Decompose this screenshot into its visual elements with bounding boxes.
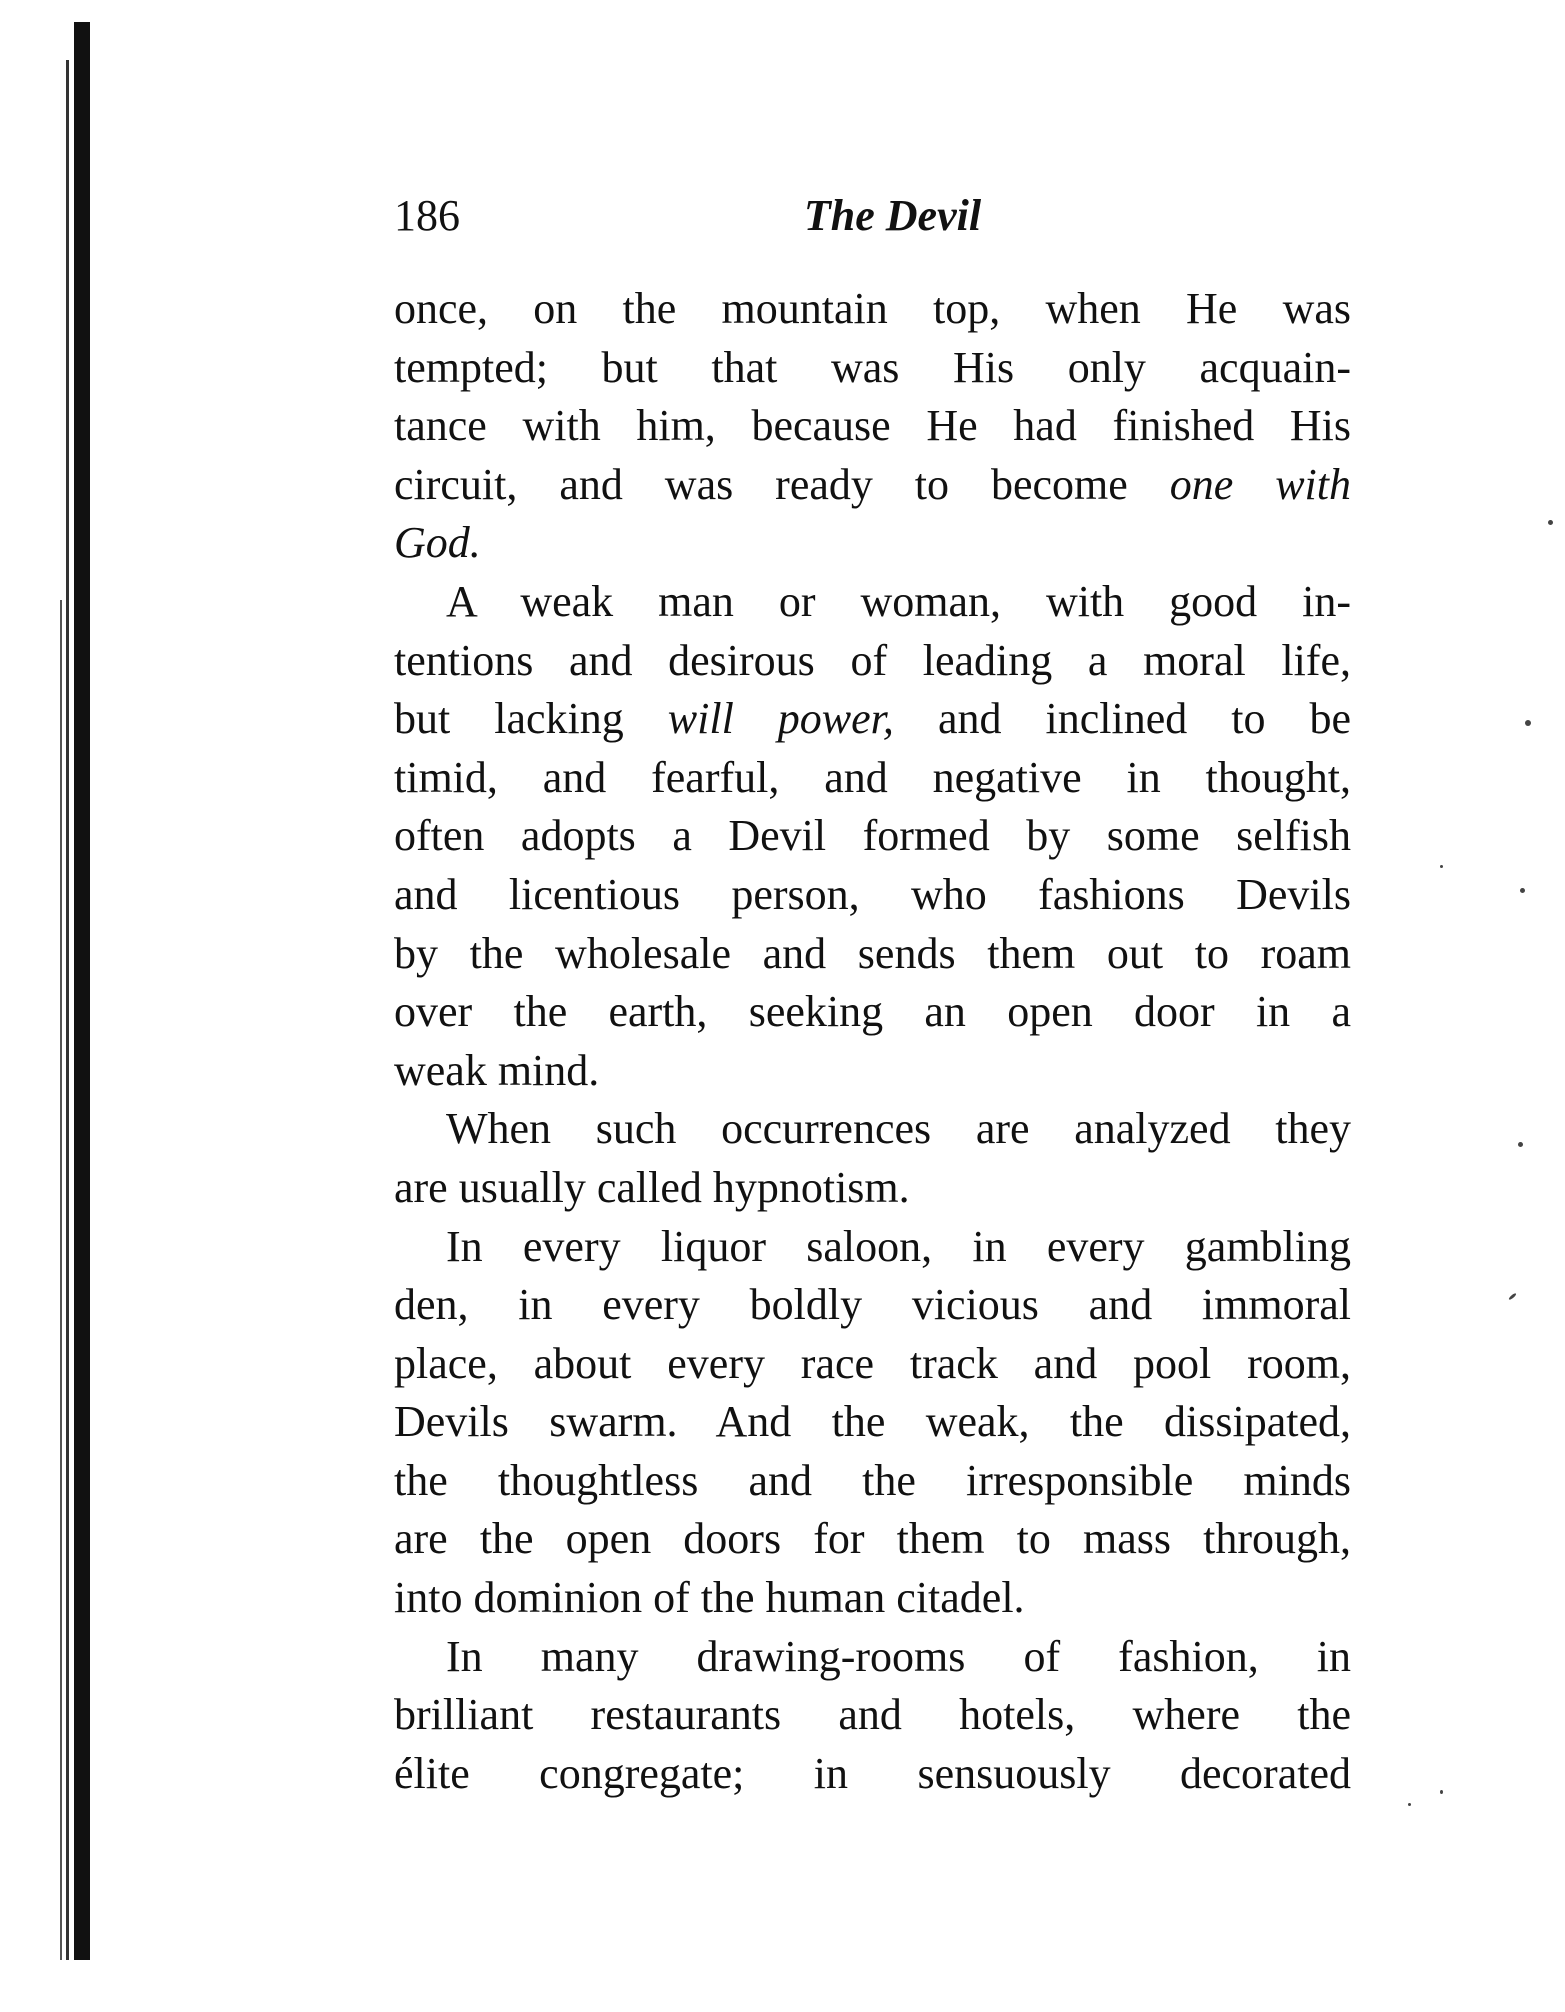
scan-speck <box>1440 865 1443 868</box>
page-header <box>394 190 1351 246</box>
text-segment: tentions and desirous of leading a moral life, <box>394 635 1351 685</box>
text-line <box>394 1628 1351 1687</box>
text-line <box>394 1745 1351 1804</box>
scan-speck <box>1518 1142 1523 1147</box>
italic-text: one with <box>1169 459 1352 509</box>
text-segment: and inclined to be <box>893 694 1352 744</box>
text-segment: often adopts a Devil formed by some selfish <box>394 811 1351 861</box>
text-line <box>394 456 1351 515</box>
text-segment: brilliant restaurants and hotels, where the <box>394 1690 1351 1740</box>
scan-speck <box>1508 1292 1517 1300</box>
text-segment: den, in every boldly vicious and immoral <box>394 1280 1351 1330</box>
text-line <box>394 1452 1351 1511</box>
text-segment: Devils swarm. And the weak, the dissipated, <box>394 1397 1351 1447</box>
text-segment: into dominion of the human citadel. <box>394 1573 1025 1623</box>
text-segment: are usually called hypnotism. <box>394 1162 910 1212</box>
text-segment: place, about every race track and pool room, <box>394 1338 1351 1388</box>
text-segment: by the wholesale and sends them out to roam <box>394 928 1351 978</box>
italic-text: God. <box>394 518 481 568</box>
text-segment: élite congregate; in sensuously decorated <box>394 1748 1351 1798</box>
text-line <box>394 1276 1351 1335</box>
text-segment: circuit, and was ready to become <box>394 459 1170 509</box>
text-segment: once, on the mountain top, when He was <box>394 284 1351 333</box>
text-segment: When such occurrences are analyzed they <box>446 1104 1351 1154</box>
book-spine-edge <box>60 600 62 1960</box>
text-segment: In every liquor saloon, in every gambling <box>446 1221 1351 1271</box>
text-line <box>394 1393 1351 1452</box>
text-segment: the thoughtless and the irresponsible minds <box>394 1455 1351 1505</box>
text-segment: and licentious person, who fashions Devils <box>394 869 1351 919</box>
text-segment: A weak man or woman, with good in- <box>446 576 1351 626</box>
text-segment: but lacking <box>394 694 668 744</box>
text-line <box>394 866 1351 925</box>
text-line <box>394 397 1351 456</box>
text-segment: In many drawing-rooms of fashion, in <box>446 1631 1351 1681</box>
scan-speck <box>1408 1803 1411 1806</box>
scan-speck <box>1440 1790 1443 1794</box>
text-segment: timid, and fearful, and negative in thought, <box>394 752 1351 802</box>
text-line <box>394 339 1351 398</box>
text-line <box>394 632 1351 691</box>
text-line <box>394 983 1351 1042</box>
running-title: The Devil <box>803 191 982 240</box>
page-body-text <box>394 280 1351 1803</box>
text-line <box>394 514 1351 573</box>
text-line <box>394 1569 1351 1628</box>
text-line <box>394 573 1351 632</box>
text-segment: over the earth, seeking an open door in a <box>394 987 1351 1037</box>
page-number: 186 <box>394 191 460 240</box>
text-segment: weak mind. <box>394 1045 600 1095</box>
text-segment: tempted; but that was His only acquain- <box>394 342 1351 392</box>
text-line <box>394 1510 1351 1569</box>
scan-speck <box>1525 720 1531 726</box>
text-line <box>394 1218 1351 1277</box>
scan-speck <box>1520 888 1525 893</box>
text-line <box>394 1335 1351 1394</box>
book-spine-shadow <box>74 22 90 1960</box>
italic-text: will power, <box>667 694 894 744</box>
text-line <box>394 1100 1351 1159</box>
text-line <box>394 280 1351 339</box>
text-line <box>394 807 1351 866</box>
text-line <box>394 1159 1351 1218</box>
book-spine-edge <box>66 60 69 1960</box>
text-segment: are the open doors for them to mass through, <box>394 1514 1351 1564</box>
text-line <box>394 1042 1351 1101</box>
scan-speck <box>1548 520 1553 525</box>
text-segment: tance with him, because He had finished His <box>394 401 1351 451</box>
text-line <box>394 690 1351 749</box>
text-line <box>394 925 1351 984</box>
text-line <box>394 749 1351 808</box>
text-line <box>394 1686 1351 1745</box>
